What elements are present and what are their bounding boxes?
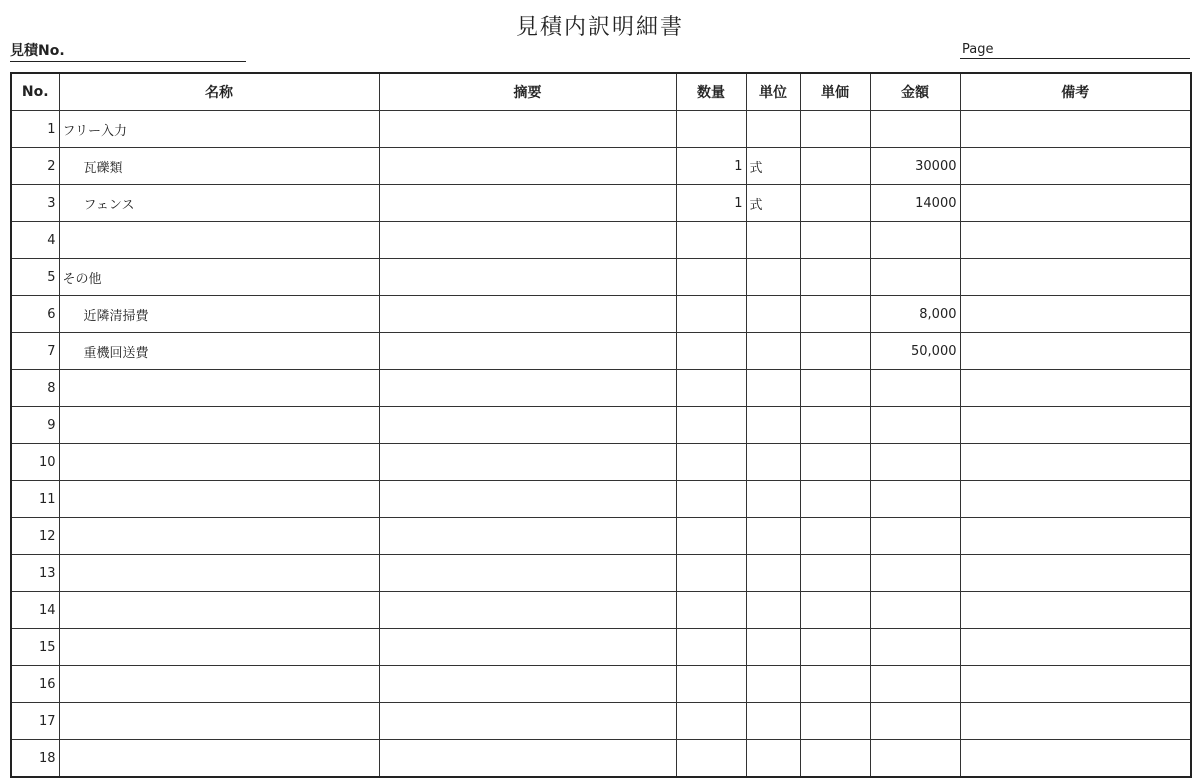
- item-name-cell[interactable]: その他: [59, 259, 379, 296]
- row-number: 10: [11, 444, 59, 481]
- amount-cell[interactable]: 30000: [870, 148, 960, 185]
- unit-price-cell[interactable]: [800, 333, 870, 370]
- row-number: 15: [11, 629, 59, 666]
- amount-cell[interactable]: [870, 518, 960, 555]
- unit-cell[interactable]: [746, 259, 800, 296]
- table-row: [11, 111, 1191, 148]
- estimate-number-label: 見積No.: [10, 43, 65, 59]
- table-row: [11, 592, 1191, 629]
- row-number: 7: [11, 333, 59, 370]
- page-number-label: Page: [962, 42, 994, 57]
- unit-cell[interactable]: [746, 111, 800, 148]
- row-number: 17: [11, 703, 59, 740]
- unit-price-cell[interactable]: [800, 518, 870, 555]
- remarks-cell[interactable]: [960, 148, 1191, 185]
- header-amount: 金額: [870, 73, 960, 111]
- header-no: No.: [11, 73, 59, 111]
- quantity-cell[interactable]: [676, 666, 746, 703]
- unit-price-cell[interactable]: [800, 407, 870, 444]
- amount-cell[interactable]: [870, 407, 960, 444]
- item-name-cell[interactable]: 近隣清掃費: [59, 296, 379, 333]
- quantity-cell[interactable]: [676, 592, 746, 629]
- row-number: 2: [11, 148, 59, 185]
- amount-cell[interactable]: 50,000: [870, 333, 960, 370]
- summary-cell[interactable]: [379, 703, 676, 740]
- quantity-cell[interactable]: [676, 296, 746, 333]
- page-number-field[interactable]: [960, 42, 1190, 59]
- quantity-cell[interactable]: [676, 481, 746, 518]
- estimate-detail-table: [10, 72, 1192, 778]
- remarks-cell[interactable]: [960, 740, 1191, 778]
- amount-cell[interactable]: [870, 444, 960, 481]
- unit-cell[interactable]: 式: [746, 185, 800, 222]
- amount-cell[interactable]: [870, 629, 960, 666]
- table-row: [11, 555, 1191, 592]
- amount-cell[interactable]: 14000: [870, 185, 960, 222]
- unit-price-cell[interactable]: [800, 740, 870, 778]
- document-title: 見積内訳明細書: [515, 15, 684, 40]
- row-number: 6: [11, 296, 59, 333]
- unit-cell[interactable]: [746, 370, 800, 407]
- summary-cell[interactable]: [379, 407, 676, 444]
- quantity-cell[interactable]: [676, 111, 746, 148]
- remarks-cell[interactable]: [960, 481, 1191, 518]
- table-row: [11, 296, 1191, 333]
- table-row: [11, 222, 1191, 259]
- unit-price-cell[interactable]: [800, 481, 870, 518]
- item-name-cell[interactable]: [59, 740, 379, 778]
- header-summary: 摘要: [379, 73, 676, 111]
- summary-cell[interactable]: [379, 259, 676, 296]
- unit-cell[interactable]: [746, 666, 800, 703]
- unit-price-cell[interactable]: [800, 259, 870, 296]
- header-unit: 単位: [746, 73, 800, 111]
- row-number: 3: [11, 185, 59, 222]
- unit-cell[interactable]: 式: [746, 148, 800, 185]
- remarks-cell[interactable]: [960, 592, 1191, 629]
- table-row: [11, 740, 1191, 778]
- summary-cell[interactable]: [379, 666, 676, 703]
- summary-cell[interactable]: [379, 148, 676, 185]
- unit-price-cell[interactable]: [800, 222, 870, 259]
- unit-cell[interactable]: [746, 333, 800, 370]
- amount-cell[interactable]: [870, 592, 960, 629]
- unit-price-cell[interactable]: [800, 296, 870, 333]
- remarks-cell[interactable]: [960, 703, 1191, 740]
- item-name-cell[interactable]: [59, 518, 379, 555]
- remarks-cell[interactable]: [960, 666, 1191, 703]
- amount-cell[interactable]: [870, 370, 960, 407]
- amount-cell[interactable]: [870, 259, 960, 296]
- unit-price-cell[interactable]: [800, 148, 870, 185]
- row-number: 14: [11, 592, 59, 629]
- table-row: [11, 481, 1191, 518]
- summary-cell[interactable]: [379, 185, 676, 222]
- quantity-cell[interactable]: [676, 370, 746, 407]
- amount-cell[interactable]: [870, 740, 960, 778]
- item-name-cell[interactable]: [59, 370, 379, 407]
- table-row: [11, 333, 1191, 370]
- quantity-cell[interactable]: [676, 555, 746, 592]
- item-name-cell[interactable]: [59, 555, 379, 592]
- remarks-cell[interactable]: [960, 370, 1191, 407]
- remarks-cell[interactable]: [960, 333, 1191, 370]
- row-number: 12: [11, 518, 59, 555]
- summary-cell[interactable]: [379, 740, 676, 778]
- remarks-cell[interactable]: [960, 222, 1191, 259]
- quantity-cell[interactable]: [676, 259, 746, 296]
- item-name-cell[interactable]: [59, 592, 379, 629]
- item-name-cell[interactable]: [59, 481, 379, 518]
- quantity-cell[interactable]: [676, 703, 746, 740]
- amount-cell[interactable]: [870, 666, 960, 703]
- remarks-cell[interactable]: [960, 111, 1191, 148]
- summary-cell[interactable]: [379, 370, 676, 407]
- remarks-cell[interactable]: [960, 629, 1191, 666]
- remarks-cell[interactable]: [960, 407, 1191, 444]
- unit-cell[interactable]: [746, 555, 800, 592]
- header-unit-price: 単価: [800, 73, 870, 111]
- row-number: 18: [11, 740, 59, 778]
- item-name-cell[interactable]: [59, 703, 379, 740]
- table-row: [11, 259, 1191, 296]
- unit-cell[interactable]: [746, 518, 800, 555]
- unit-price-cell[interactable]: [800, 555, 870, 592]
- amount-cell[interactable]: 8,000: [870, 296, 960, 333]
- row-number: 9: [11, 407, 59, 444]
- unit-cell[interactable]: [746, 222, 800, 259]
- item-name-cell[interactable]: [59, 222, 379, 259]
- row-number: 11: [11, 481, 59, 518]
- unit-price-cell[interactable]: [800, 629, 870, 666]
- unit-cell[interactable]: [746, 629, 800, 666]
- table-row: [11, 518, 1191, 555]
- summary-cell[interactable]: [379, 333, 676, 370]
- quantity-cell[interactable]: [676, 518, 746, 555]
- row-number: 16: [11, 666, 59, 703]
- quantity-cell[interactable]: [676, 333, 746, 370]
- unit-price-cell[interactable]: [800, 444, 870, 481]
- unit-price-cell[interactable]: [800, 111, 870, 148]
- item-name-cell[interactable]: フェンス: [59, 185, 379, 222]
- unit-price-cell[interactable]: [800, 370, 870, 407]
- summary-cell[interactable]: [379, 444, 676, 481]
- unit-cell[interactable]: [746, 481, 800, 518]
- quantity-cell[interactable]: [676, 407, 746, 444]
- table-row: [11, 407, 1191, 444]
- unit-cell[interactable]: [746, 740, 800, 778]
- table-row: [11, 666, 1191, 703]
- item-name-cell[interactable]: 瓦礫類: [59, 148, 379, 185]
- summary-cell[interactable]: [379, 555, 676, 592]
- quantity-cell[interactable]: [676, 222, 746, 259]
- header-name: 名称: [59, 73, 379, 111]
- quantity-cell[interactable]: [676, 740, 746, 778]
- table-body: [11, 111, 1191, 778]
- unit-cell[interactable]: [746, 592, 800, 629]
- summary-cell[interactable]: [379, 481, 676, 518]
- item-name-cell[interactable]: [59, 629, 379, 666]
- summary-cell[interactable]: [379, 518, 676, 555]
- remarks-cell[interactable]: [960, 555, 1191, 592]
- remarks-cell[interactable]: [960, 518, 1191, 555]
- unit-price-cell[interactable]: [800, 666, 870, 703]
- amount-cell[interactable]: [870, 111, 960, 148]
- quantity-cell[interactable]: 1: [676, 148, 746, 185]
- amount-cell[interactable]: [870, 222, 960, 259]
- row-number: 8: [11, 370, 59, 407]
- row-number: 1: [11, 111, 59, 148]
- summary-cell[interactable]: [379, 629, 676, 666]
- quantity-cell[interactable]: 1: [676, 185, 746, 222]
- quantity-cell[interactable]: [676, 629, 746, 666]
- row-number: 4: [11, 222, 59, 259]
- remarks-cell[interactable]: [960, 259, 1191, 296]
- table-row: [11, 148, 1191, 185]
- unit-cell[interactable]: [746, 703, 800, 740]
- unit-cell[interactable]: [746, 296, 800, 333]
- table-header-row: [11, 73, 1191, 111]
- item-name-cell[interactable]: [59, 444, 379, 481]
- unit-cell[interactable]: [746, 407, 800, 444]
- table-row: [11, 370, 1191, 407]
- table-row: [11, 629, 1191, 666]
- unit-price-cell[interactable]: [800, 592, 870, 629]
- item-name-cell[interactable]: フリー入力: [59, 111, 379, 148]
- table-row: [11, 185, 1191, 222]
- item-name-cell[interactable]: [59, 407, 379, 444]
- quantity-cell[interactable]: [676, 444, 746, 481]
- row-number: 5: [11, 259, 59, 296]
- summary-cell[interactable]: [379, 592, 676, 629]
- item-name-cell[interactable]: [59, 666, 379, 703]
- remarks-cell[interactable]: [960, 444, 1191, 481]
- estimate-number-field[interactable]: [10, 40, 246, 62]
- remarks-cell[interactable]: [960, 296, 1191, 333]
- summary-cell[interactable]: [379, 111, 676, 148]
- amount-cell[interactable]: [870, 555, 960, 592]
- unit-price-cell[interactable]: [800, 185, 870, 222]
- amount-cell[interactable]: [870, 703, 960, 740]
- table-row: [11, 444, 1191, 481]
- amount-cell[interactable]: [870, 481, 960, 518]
- row-number: 13: [11, 555, 59, 592]
- remarks-cell[interactable]: [960, 185, 1191, 222]
- item-name-cell[interactable]: 重機回送費: [59, 333, 379, 370]
- unit-cell[interactable]: [746, 444, 800, 481]
- header-remarks: 備考: [960, 73, 1191, 111]
- header-quantity: 数量: [676, 73, 746, 111]
- summary-cell[interactable]: [379, 222, 676, 259]
- table-row: [11, 703, 1191, 740]
- summary-cell[interactable]: [379, 296, 676, 333]
- unit-price-cell[interactable]: [800, 703, 870, 740]
